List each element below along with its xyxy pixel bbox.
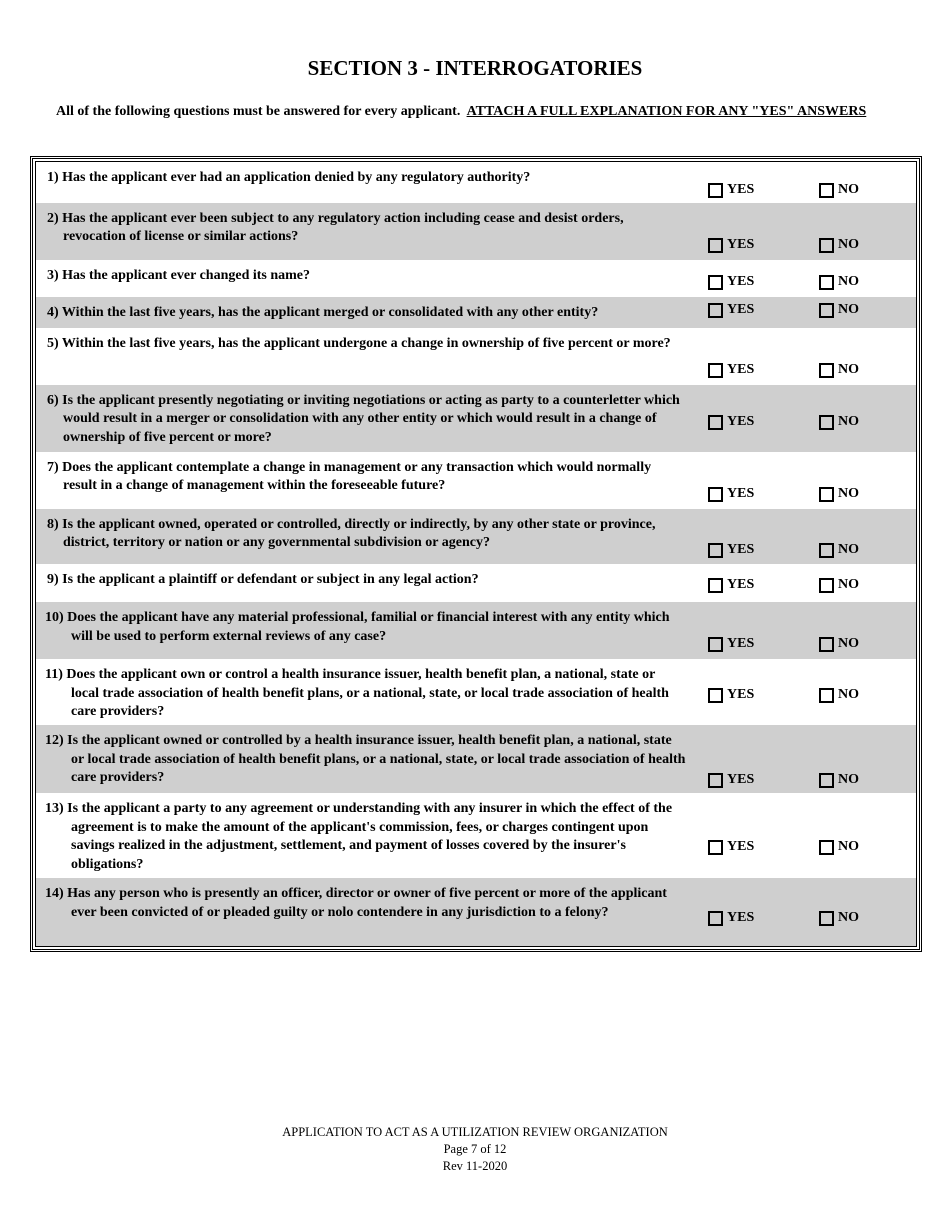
question-text-8 bbox=[36, 509, 686, 565]
answer-options bbox=[708, 793, 916, 878]
no-label: NO bbox=[838, 485, 859, 501]
page-footer bbox=[0, 1124, 950, 1175]
yes-checkbox[interactable] bbox=[708, 840, 723, 855]
answer-options bbox=[708, 297, 916, 328]
instructions-text: All of the following questions must be answered for every applicant. bbox=[56, 104, 461, 119]
no-label: NO bbox=[838, 636, 859, 652]
yes-option-6[interactable] bbox=[708, 414, 754, 430]
no-label: NO bbox=[838, 772, 859, 788]
answer-options bbox=[708, 564, 916, 602]
instructions bbox=[56, 103, 896, 121]
answer-options bbox=[708, 659, 916, 725]
yes-checkbox[interactable] bbox=[708, 183, 723, 198]
question-label: Does the applicant have any material professional, familial or financial interest with any entity which will be used to perform external reviews of any case? bbox=[67, 610, 670, 644]
no-checkbox[interactable] bbox=[819, 183, 834, 198]
question-row-6 bbox=[36, 385, 916, 452]
question-text-13 bbox=[36, 793, 686, 878]
yes-option-8[interactable] bbox=[708, 542, 754, 558]
yes-option-11[interactable] bbox=[708, 687, 754, 703]
yes-label: YES bbox=[727, 910, 755, 926]
yes-checkbox[interactable] bbox=[708, 578, 723, 593]
yes-option-13[interactable] bbox=[708, 839, 754, 855]
yes-label: YES bbox=[727, 839, 755, 855]
no-option-6[interactable] bbox=[819, 414, 859, 430]
no-label: NO bbox=[838, 182, 859, 197]
answer-options bbox=[708, 602, 916, 659]
question-number: 13) bbox=[45, 801, 64, 817]
question-number: 5) bbox=[47, 335, 59, 351]
yes-label: YES bbox=[727, 361, 755, 377]
yes-label: YES bbox=[727, 301, 755, 317]
question-number: 12) bbox=[45, 733, 64, 749]
answer-options bbox=[708, 203, 916, 260]
yes-option-4[interactable] bbox=[708, 302, 754, 318]
yes-label: YES bbox=[727, 236, 755, 252]
question-text-9 bbox=[36, 564, 686, 602]
no-option-7[interactable] bbox=[819, 486, 859, 502]
yes-checkbox[interactable] bbox=[708, 275, 723, 290]
question-label: Is the applicant a party to any agreement or understanding with any insurer in which the effect of the agreement is to make the amount of the applicant's commission, fees, or charges contingent upon savings realized in the adjustment, settlement, and payment of losses covered by the insurer's obligations? bbox=[67, 801, 673, 872]
instructions-underlined: ATTACH A FULL EXPLANATION FOR ANY "YES" ANSWERS bbox=[466, 104, 867, 119]
question-label: Does the applicant contemplate a change in management or any transaction which would normally result in a change of management within the foreseeable future? bbox=[62, 459, 652, 494]
no-checkbox[interactable] bbox=[819, 487, 834, 502]
question-label: Is the applicant owned, operated or controlled, directly or indirectly, by any other state or province, district, territory or nation or any governmental subdivision or agency? bbox=[62, 516, 656, 551]
yes-checkbox[interactable] bbox=[708, 543, 723, 558]
no-checkbox[interactable] bbox=[819, 543, 834, 558]
no-option-12[interactable] bbox=[819, 772, 859, 788]
question-text-4 bbox=[36, 297, 686, 328]
question-number: 4) bbox=[47, 304, 59, 320]
no-checkbox[interactable] bbox=[819, 275, 834, 290]
answer-options bbox=[708, 452, 916, 509]
no-checkbox[interactable] bbox=[819, 840, 834, 855]
answer-options bbox=[708, 162, 916, 203]
yes-checkbox[interactable] bbox=[708, 688, 723, 703]
yes-label: YES bbox=[727, 772, 755, 788]
yes-label: YES bbox=[727, 273, 755, 289]
answer-options bbox=[708, 328, 916, 385]
no-checkbox[interactable] bbox=[819, 637, 834, 652]
no-label: NO bbox=[838, 839, 859, 855]
question-row-2 bbox=[36, 203, 916, 260]
section-title: SECTION 3 - INTERROGATORIES bbox=[307, 56, 643, 80]
yes-label: YES bbox=[727, 577, 755, 593]
yes-option-5[interactable] bbox=[708, 362, 754, 378]
question-row-12 bbox=[36, 725, 916, 793]
question-text-7 bbox=[36, 452, 686, 509]
question-label: Within the last five years, has the applicant merged or consolidated with any other entity? bbox=[61, 304, 599, 320]
yes-label: YES bbox=[727, 687, 755, 703]
yes-checkbox[interactable] bbox=[708, 637, 723, 652]
yes-label: YES bbox=[727, 541, 755, 557]
question-row-4 bbox=[36, 297, 916, 328]
yes-option-7[interactable] bbox=[708, 486, 754, 502]
yes-label: YES bbox=[727, 485, 755, 501]
question-label: Is the applicant owned or controlled by a health insurance issuer, health benefit plan, a national, state or local trade association of health benefit plans, or a national, state, or local trade association of health care providers? bbox=[67, 733, 686, 786]
yes-option-3[interactable] bbox=[708, 274, 754, 290]
no-option-5[interactable] bbox=[819, 362, 859, 378]
no-label: NO bbox=[838, 910, 859, 926]
footer-page-number: Page 7 of 12 bbox=[443, 1142, 507, 1156]
no-label: NO bbox=[838, 273, 859, 289]
footer-form-title: APPLICATION TO ACT AS A UTILIZATION REVIEW ORGANIZATION bbox=[282, 1125, 668, 1139]
no-label: NO bbox=[838, 413, 859, 429]
yes-checkbox[interactable] bbox=[708, 773, 723, 788]
question-text-6 bbox=[36, 385, 686, 452]
question-number: 8) bbox=[47, 516, 59, 532]
no-option-10[interactable] bbox=[819, 636, 859, 652]
question-number: 7) bbox=[47, 459, 59, 475]
no-option-8[interactable] bbox=[819, 542, 859, 558]
question-number: 2) bbox=[47, 210, 59, 226]
question-text-12 bbox=[36, 725, 686, 793]
yes-label: YES bbox=[727, 413, 755, 429]
question-label: Within the last five years, has the applicant undergone a change in ownership of five percent or more? bbox=[61, 335, 671, 351]
answer-options bbox=[708, 509, 916, 565]
question-row-11 bbox=[36, 659, 916, 725]
no-label: NO bbox=[838, 577, 859, 593]
yes-option-9[interactable] bbox=[708, 577, 754, 593]
question-row-13 bbox=[36, 793, 916, 878]
no-option-14[interactable] bbox=[819, 910, 859, 926]
no-label: NO bbox=[838, 541, 859, 557]
question-label: Has the applicant ever changed its name? bbox=[62, 267, 311, 283]
question-row-3 bbox=[36, 260, 916, 297]
no-checkbox[interactable] bbox=[819, 415, 834, 430]
question-text-14 bbox=[36, 878, 686, 946]
answer-options bbox=[708, 725, 916, 793]
yes-option-14[interactable] bbox=[708, 910, 754, 926]
question-text-1 bbox=[36, 162, 686, 203]
answer-options bbox=[708, 385, 916, 452]
question-number: 6) bbox=[47, 392, 59, 408]
footer-revision: Rev 11-2020 bbox=[442, 1159, 508, 1173]
question-text-2 bbox=[36, 203, 686, 260]
question-row-7 bbox=[36, 452, 916, 509]
no-label: NO bbox=[838, 361, 859, 377]
question-number: 1) bbox=[47, 170, 59, 185]
yes-label: YES bbox=[727, 636, 755, 652]
no-label: NO bbox=[838, 236, 859, 252]
no-option-13[interactable] bbox=[819, 839, 859, 855]
no-option-1[interactable] bbox=[819, 182, 859, 198]
no-checkbox[interactable] bbox=[819, 911, 834, 926]
no-option-2[interactable] bbox=[819, 237, 859, 253]
question-row-1 bbox=[36, 162, 916, 203]
no-option-11[interactable] bbox=[819, 687, 859, 703]
question-text-11 bbox=[36, 659, 686, 725]
yes-option-2[interactable] bbox=[708, 237, 754, 253]
question-label: Is the applicant a plaintiff or defendant or subject in any legal action? bbox=[62, 572, 479, 588]
no-checkbox[interactable] bbox=[819, 238, 834, 253]
yes-checkbox[interactable] bbox=[708, 487, 723, 502]
questions-table bbox=[30, 156, 922, 952]
question-number: 9) bbox=[47, 572, 59, 588]
questions-table-body bbox=[35, 161, 917, 947]
yes-option-10[interactable] bbox=[708, 636, 754, 652]
no-label: NO bbox=[838, 301, 859, 317]
question-number: 14) bbox=[45, 886, 64, 902]
no-checkbox[interactable] bbox=[819, 688, 834, 703]
question-row-14 bbox=[36, 878, 916, 946]
question-row-10 bbox=[36, 602, 916, 659]
question-number: 10) bbox=[45, 610, 64, 626]
question-label: Has the applicant ever had an application denied by any regulatory authority? bbox=[62, 170, 531, 185]
no-option-3[interactable] bbox=[819, 274, 859, 290]
yes-checkbox[interactable] bbox=[708, 415, 723, 430]
question-number: 3) bbox=[47, 267, 59, 283]
question-label: Has any person who is presently an officer, director or owner of five percent or more of the applicant ever been convicted of or pleaded guilty or nolo contendere in any jurisdiction to a felony? bbox=[67, 886, 667, 920]
yes-checkbox[interactable] bbox=[708, 303, 723, 318]
answer-options bbox=[708, 878, 916, 946]
question-row-5 bbox=[36, 328, 916, 385]
no-checkbox[interactable] bbox=[819, 773, 834, 788]
question-text-5 bbox=[36, 328, 686, 385]
question-number: 11) bbox=[45, 667, 63, 683]
no-option-9[interactable] bbox=[819, 577, 859, 593]
yes-checkbox[interactable] bbox=[708, 363, 723, 378]
no-checkbox[interactable] bbox=[819, 578, 834, 593]
question-label: Does the applicant own or control a health insurance issuer, health benefit plan, a national, state or local trade association of health benefit plans, or a national, state, or local trade association of health care providers? bbox=[66, 667, 669, 720]
question-label: Is the applicant presently negotiating or inviting negotiations or acting as party to a counterletter which would result in a merger or consolidation with any other entity or which would result in a change of ownership of five percent or more? bbox=[62, 392, 680, 445]
question-text-10 bbox=[36, 602, 686, 659]
question-text-3 bbox=[36, 260, 686, 297]
yes-checkbox[interactable] bbox=[708, 238, 723, 253]
question-row-9 bbox=[36, 564, 916, 602]
question-row-8 bbox=[36, 509, 916, 565]
yes-checkbox[interactable] bbox=[708, 911, 723, 926]
answer-options bbox=[708, 260, 916, 297]
no-option-4[interactable] bbox=[819, 302, 859, 318]
yes-option-12[interactable] bbox=[708, 772, 754, 788]
yes-label: YES bbox=[727, 182, 755, 197]
question-label: Has the applicant ever been subject to any regulatory action including cease and desist orders, revocation of license or similar actions? bbox=[62, 210, 624, 245]
no-label: NO bbox=[838, 687, 859, 703]
yes-option-1[interactable] bbox=[708, 182, 754, 198]
no-checkbox[interactable] bbox=[819, 363, 834, 378]
no-checkbox[interactable] bbox=[819, 303, 834, 318]
